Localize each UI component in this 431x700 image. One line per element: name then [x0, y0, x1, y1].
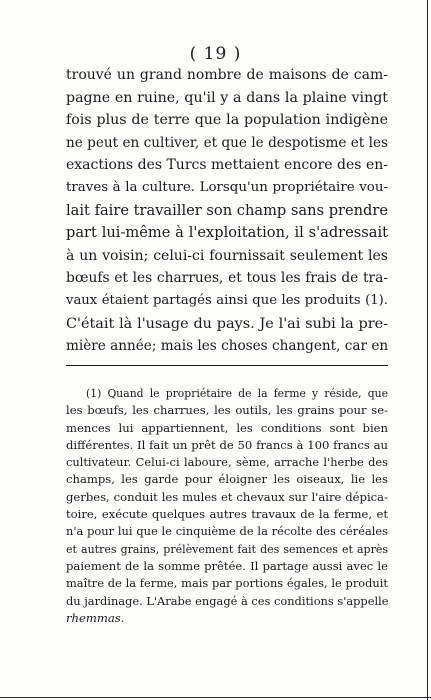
- body-line: C'était là l'usage du pays. Je l'ai subi la pre-: [66, 315, 388, 332]
- body-line: exactions des Turcs mettaient encore des en-: [66, 157, 388, 174]
- footnote-line: gerbes, conduit les mules et chevaux sur l'aire dépica-: [66, 489, 388, 504]
- body-line: part lui-même à l'exploitation, il s'adressait: [66, 224, 388, 242]
- page-edge-right: [427, 0, 428, 700]
- footnote-line: toire, exécute quelques autres travaux de la ferme, et: [66, 507, 388, 522]
- page-edge-bottom: [0, 697, 431, 698]
- body-line: ne peut en cultiver, et que le despotisme et les: [66, 134, 388, 151]
- footnote-line: maître de la ferme, mais par portions égales, le produit: [66, 576, 388, 591]
- body-line: mière année; mais les choses changent, car en: [66, 338, 389, 355]
- footnote-line: différentes. Il fait un prêt de 50 francs à 100 francs au: [66, 437, 388, 452]
- body-line: fois plus de terre que la population indigène: [66, 112, 388, 129]
- footnote-line: et autres grains, prélèvement fait des semences et après: [66, 542, 388, 556]
- footnote-line: les bœufs, les charrues, les outils, les grains pour se-: [66, 403, 388, 418]
- page-number: ( 19 ): [189, 44, 242, 64]
- footnote-line: mences lui appartiennent, les conditions sont bien: [66, 420, 388, 435]
- footnote-line: cultivateur. Celui-ci laboure, sème, arrache l'herbe des: [66, 455, 388, 470]
- footnote-line: du jardinage. L'Arabe engagé à ces conditions s'appelle: [66, 593, 389, 608]
- footnote-line: paiement de la somme prêtée. Il partage aussi avec le: [66, 558, 388, 573]
- footnote-line: rhemmas.: [66, 610, 125, 625]
- footnote: [66, 385, 388, 627]
- footnote-line: n'a pour lui que le cinquième de la récolte des céréales: [66, 524, 388, 539]
- body-paragraph: [66, 64, 388, 358]
- body-line: pagne en ruine, qu'il y a dans la plaine vingt: [66, 89, 388, 106]
- body-line: lait faire travailler son champ sans prendre: [66, 201, 388, 219]
- body-line: vaux étaient partagés ainsi que les produits (1).: [66, 292, 388, 308]
- footnote-separator: [66, 365, 388, 366]
- body-line: traves à la culture. Lorsqu'un propriétaire vou-: [66, 179, 388, 195]
- footnote-line: champs, les garde pour éloigner les oiseaux, lie les: [66, 472, 388, 487]
- footnote-line: (1) Quand le propriétaire de la ferme y réside, que: [86, 387, 388, 400]
- body-line: bœufs et les charrues, et tous les frais de tra-: [66, 270, 388, 287]
- body-line: à un voisin; celui-ci fournissait seulement les: [66, 247, 388, 264]
- body-line: trouvé un grand nombre de maisons de cam-: [66, 67, 388, 83]
